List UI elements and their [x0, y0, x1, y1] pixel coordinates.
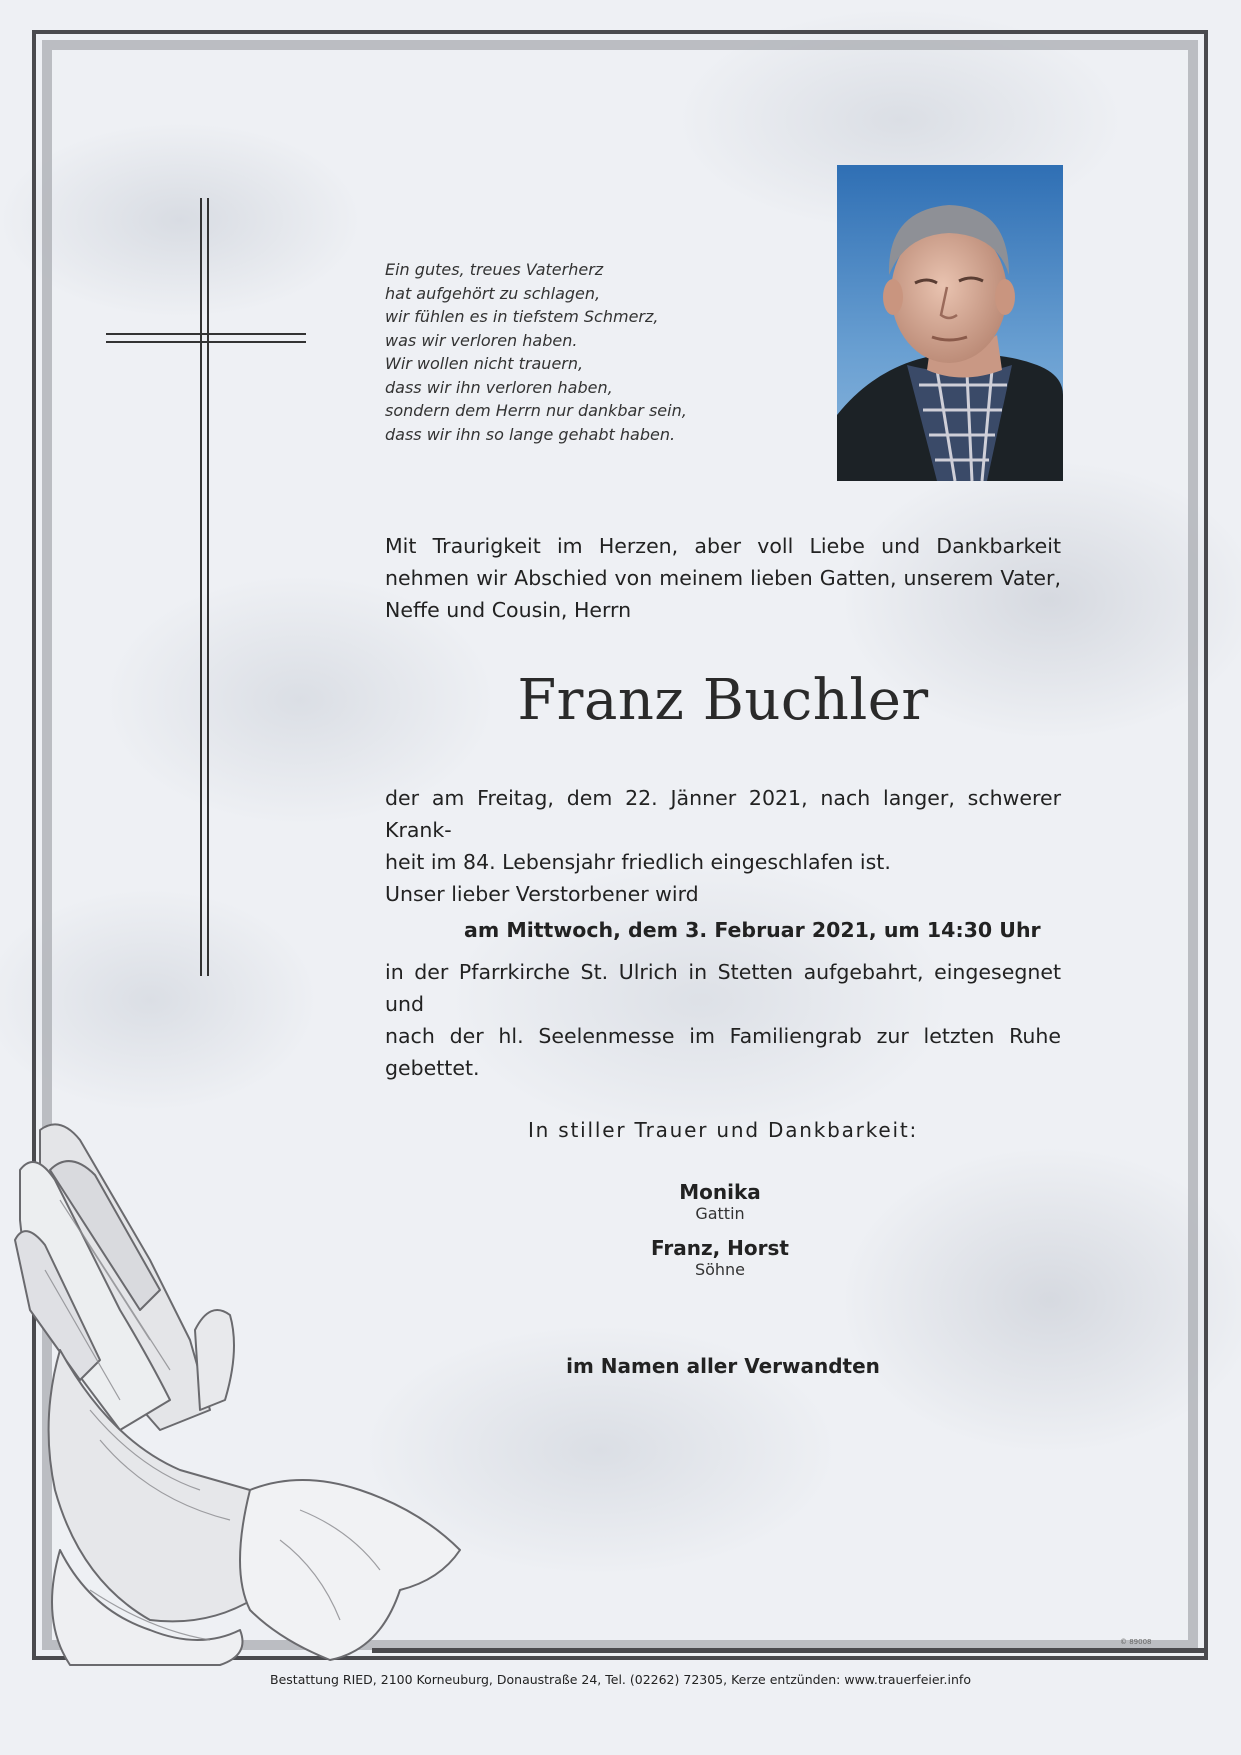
funeral-paragraph — [385, 956, 1061, 1084]
funeral-line: nach der hl. Seelenmesse im Familiengrab zur letzten Ruhe — [385, 1024, 1061, 1048]
portrait-photo — [837, 165, 1063, 481]
poem-line: dass wir ihn verloren haben, — [385, 377, 613, 397]
copyright-mark: © 89008 — [1120, 1638, 1152, 1646]
poem-line: sondern dem Herrn nur dankbar sein, — [385, 401, 687, 420]
poem-line: was wir verloren haben. — [385, 330, 578, 350]
death-line: heit im 84. Lebensjahr friedlich eingeschlafen ist. — [385, 850, 891, 874]
funeral-date: am Mittwoch, dem 3. Februar 2021, um 14:30 Uhr — [464, 918, 1041, 942]
mourner-relation: Gattin — [695, 1204, 745, 1223]
funeral-intro: Unser lieber Verstorbener wird — [385, 882, 699, 906]
footer-divider — [372, 1648, 1208, 1653]
funeral-line: gebettet. — [385, 1056, 480, 1080]
funeral-home-contact: Bestattung RIED, 2100 Korneuburg, Donaustraße 24, Tel. (02262) 72305, Kerze entzünden: www.trauerfeier.info — [270, 1672, 971, 1687]
poem-line: dass wir ihn so lange gehabt haben. — [385, 424, 676, 444]
relatives-line: im Namen aller Verwandten — [566, 1354, 880, 1378]
poem-line: Ein gutes, treues Vaterherz — [385, 260, 604, 279]
praying-hands-icon — [0, 1110, 470, 1670]
poem-line: wir fühlen es in tiefstem Schmerz, — [385, 307, 659, 326]
mourner-entry — [560, 1236, 880, 1279]
intro-line: Neffe und Cousin, Herrn — [385, 598, 632, 622]
mourning-heading: In stiller Trauer und Dankbarkeit: — [527, 1118, 919, 1142]
deceased-name: Franz Buchler — [517, 668, 929, 733]
memorial-poem — [385, 258, 825, 446]
mourner-entry — [560, 1180, 880, 1223]
poem-line: Wir wollen nicht trauern, — [385, 354, 584, 373]
mourner-name: Franz, Horst — [651, 1236, 789, 1260]
intro-line: Mit Traurigkeit im Herzen, aber voll Liebe und Dankbarkeit — [385, 534, 1061, 558]
mourner-relation: Söhne — [694, 1260, 746, 1279]
death-line: der am Freitag, dem 22. Jänner 2021, nach langer, schwerer Krank- — [385, 786, 1061, 842]
death-paragraph — [385, 782, 1061, 878]
intro-line: nehmen wir Abschied von meinem lieben Gatten, unserem Vater, — [385, 566, 1061, 590]
funeral-line: in der Pfarrkirche St. Ulrich in Stetten aufgebahrt, eingesegnet und — [385, 960, 1061, 1016]
mourner-name: Monika — [679, 1180, 761, 1204]
poem-line: hat aufgehört zu schlagen, — [385, 283, 601, 303]
intro-paragraph — [385, 530, 1061, 626]
